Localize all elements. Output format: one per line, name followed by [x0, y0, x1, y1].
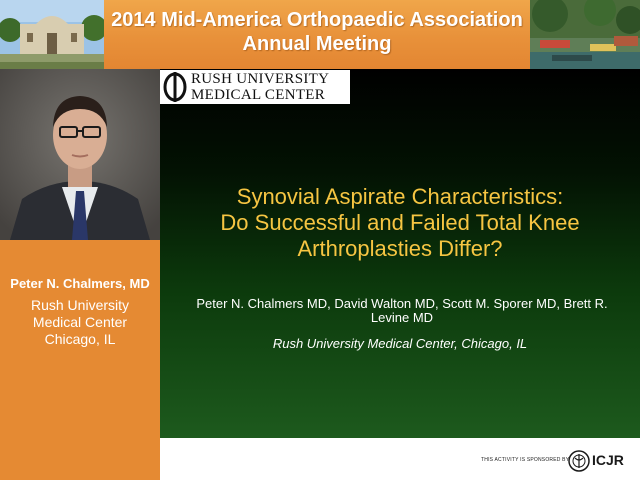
sponsor-name: ICJR [592, 452, 624, 468]
slide-authors: Peter N. Chalmers MD, David Walton MD, Scott M. Sporer MD, Brett R. Levine MD [196, 296, 608, 325]
conference-title-line1: 2014 Mid-America Orthopaedic Association [111, 9, 523, 31]
alamo-photo [0, 0, 104, 69]
riverwalk-photo [530, 0, 640, 69]
conference-title [104, 8, 530, 56]
speaker-name: Peter N. Chalmers, MD [10, 276, 150, 291]
speaker-affiliation-line2: Medical Center [32, 314, 128, 330]
conference-title-line2: Annual Meeting [242, 33, 392, 55]
rush-logo-text [191, 71, 329, 103]
slide-title-line3: Arthroplasties Differ? [297, 236, 503, 261]
sponsor-text: THIS ACTIVITY IS SPONSORED BY [481, 457, 570, 463]
slide-title [160, 184, 640, 262]
speaker-video [0, 69, 160, 240]
icjr-logo-icon [568, 450, 590, 472]
slide-affiliation: Rush University Medical Center, Chicago, IL [272, 336, 528, 351]
rush-logo-line2: MEDICAL CENTER [191, 87, 326, 103]
rush-logo-icon [163, 72, 187, 102]
rush-logo [160, 70, 350, 104]
speaker-affiliation-line3: Chicago, IL [44, 331, 116, 347]
slide-title-line2: Do Successful and Failed Total Knee [220, 210, 580, 235]
slide-title-line1: Synovial Aspirate Characteristics: [236, 184, 564, 209]
rush-logo-line1: RUSH UNIVERSITY [191, 71, 330, 87]
speaker-affiliation [0, 297, 160, 348]
speaker-affiliation-line1: Rush University [30, 297, 130, 313]
